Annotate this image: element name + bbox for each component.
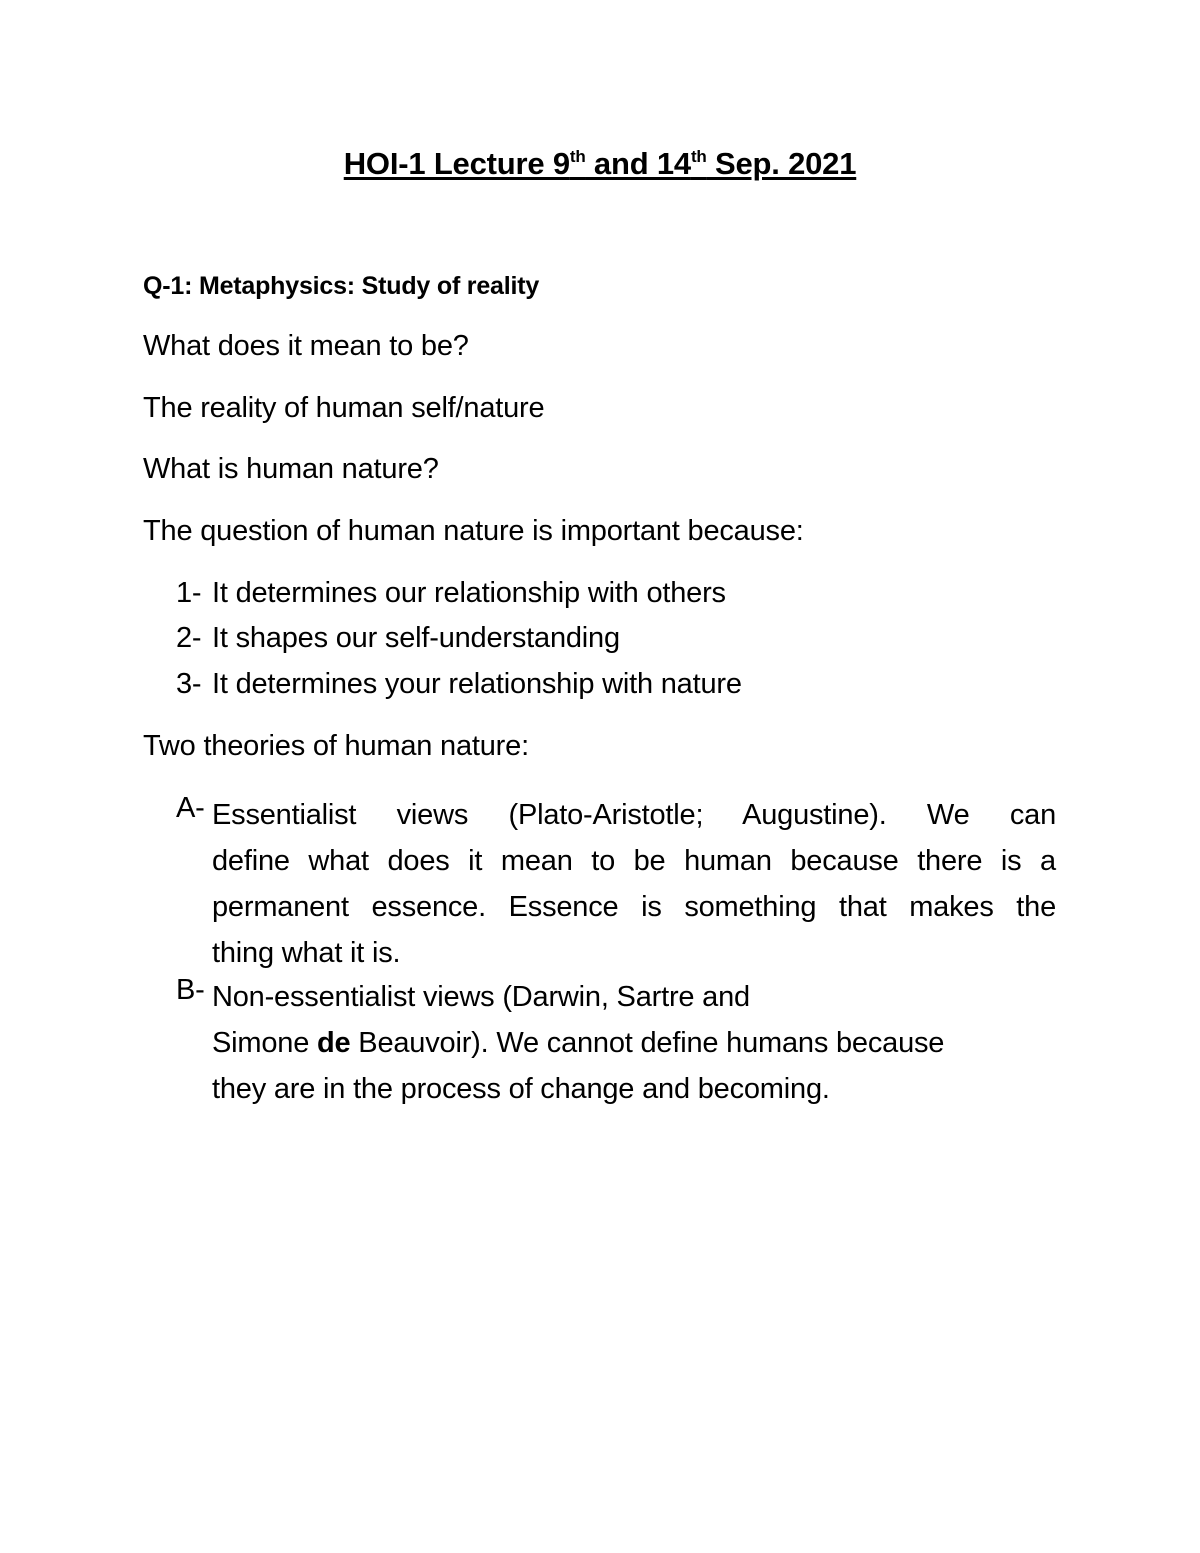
list-marker: 2- bbox=[176, 622, 202, 654]
list-item-text: It determines your relationship with nature bbox=[212, 668, 742, 700]
list-item-body bbox=[212, 974, 1056, 1112]
line-text-bold: de bbox=[317, 1027, 351, 1059]
paragraph-1: What does it mean to be? bbox=[143, 330, 469, 362]
body-line-2 bbox=[212, 1020, 1056, 1066]
list-marker: B- bbox=[176, 974, 205, 1006]
paragraph-4: The question of human nature is important because: bbox=[143, 515, 804, 547]
numbered-item-2 bbox=[176, 622, 620, 655]
body-line-2: define what does it mean to be human because there is a bbox=[212, 845, 1056, 877]
title-prefix: HOI-1 Lecture 9 bbox=[343, 146, 570, 181]
body-line-3: they are in the process of change and becoming. bbox=[212, 1073, 830, 1105]
line-text-pre: Simone bbox=[212, 1027, 317, 1059]
body-line-1: Essentialist views (Plato-Aristotle; Augustine). We can bbox=[212, 799, 1056, 831]
paragraph-3: What is human nature? bbox=[143, 453, 439, 485]
body-line-3: permanent essence. Essence is something that makes the bbox=[212, 891, 1056, 923]
list-item-text: It shapes our self-understanding bbox=[212, 622, 620, 654]
body-line-1: Non-essentialist views (Darwin, Sartre and bbox=[212, 981, 750, 1013]
list-item-text: It determines our relationship with others bbox=[212, 577, 726, 609]
theories-intro: Two theories of human nature: bbox=[143, 730, 529, 762]
title-sup-1: th bbox=[569, 147, 586, 166]
numbered-item-3 bbox=[176, 668, 742, 701]
paragraph-2: The reality of human self/nature bbox=[143, 392, 545, 424]
body-line-4: thing what it is. bbox=[212, 937, 401, 969]
numbered-item-1 bbox=[176, 577, 726, 610]
title-suffix: Sep. 2021 bbox=[706, 146, 857, 181]
list-marker: A- bbox=[176, 792, 205, 824]
list-item-body bbox=[212, 792, 1056, 976]
title-middle: and 14 bbox=[585, 146, 691, 181]
section-heading: Q-1: Metaphysics: Study of reality bbox=[143, 272, 540, 300]
line-text-post: Beauvoir). We cannot define humans because bbox=[350, 1027, 945, 1059]
list-marker: 1- bbox=[176, 577, 202, 609]
document-title bbox=[0, 146, 1200, 182]
list-marker: 3- bbox=[176, 668, 202, 700]
title-sup-2: th bbox=[690, 147, 707, 166]
